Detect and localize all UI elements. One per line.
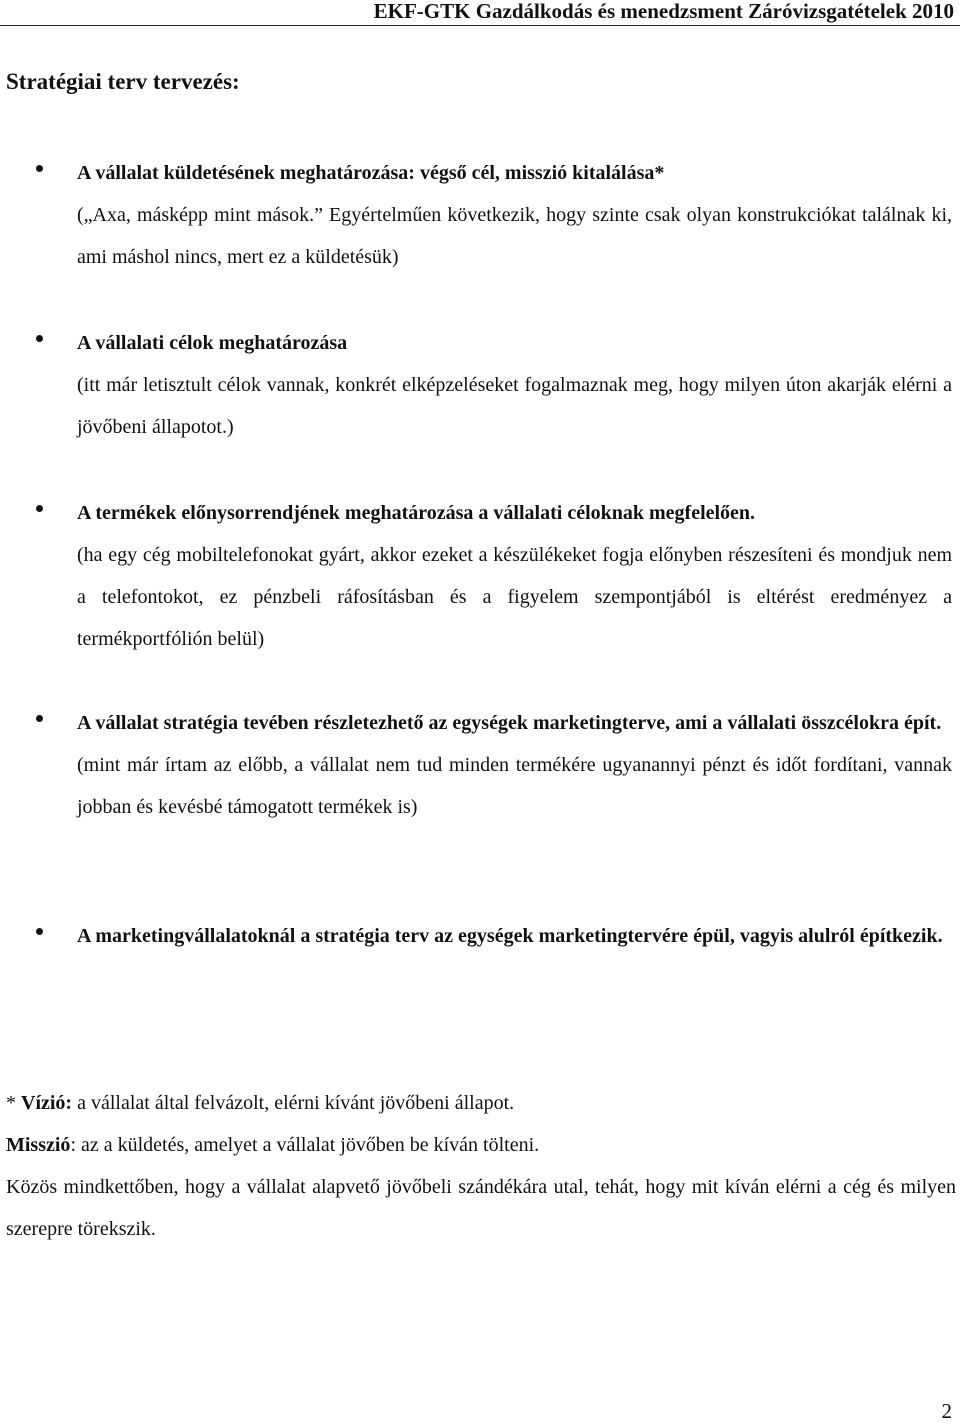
page-number: 2 [941,1399,952,1423]
footnote-common: Közös mindkettőben, hogy a vállalat alapvető jövőbeli szándékára utal, tehát, hogy mit kíván elérni a cég és milyen szerepre törekszik. [6,1176,956,1240]
bullet-icon [36,928,43,935]
bullet-body: (mint már írtam az előbb, a vállalat nem tud minden termékére ugyanannyi pénzt és időt fordítani, vannak jobban és kevésbé támogatott termékek is) [77,754,952,818]
bullet-heading: A marketingvállalatoknál a stratégia terv az egységek marketingtervére épül, vagyis alulról építkezik. [77,925,943,947]
footnotes [6,1082,956,1250]
bullet-body: (ha egy cég mobiltelefonokat gyárt, akkor ezeket a készülékeket fogja előnyben részesíteni és mondjuk nem a telefontokot, ez pénzbeli ráfosításban és a figyelem szempontjából is eltérést eredményez a termékportfólión belül) [77,544,952,650]
bullet-heading: A vállalat küldetésének meghatározása: végső cél, misszió kitalálása* [77,162,665,184]
term-vision: Vízió: [21,1092,73,1114]
bullet-heading: A termékek előnysorrendjének meghatározása a vállalati céloknak megfelelően. [77,502,756,524]
bullet-heading: A vállalat stratégia tevében részletezhető az egységek marketingterve, ami a vállalati összcélokra épít. [77,712,942,734]
footnote-vision [6,1082,956,1124]
header-divider [0,25,960,26]
bullet-icon [36,165,43,172]
bullet-icon [36,715,43,722]
bullet-icon [36,335,43,342]
footnote-mission [6,1124,956,1166]
section-title: Stratégiai terv tervezés: [6,69,240,94]
definition-vision: a vállalat által felvázolt, elérni kívánt jövőbeni állapot. [72,1092,515,1114]
running-header: EKF-GTK Gazdálkodás és menedzsment Záróvizsgatételek 2010 [373,0,954,23]
definition-mission: : az a küldetés, amelyet a vállalat jövőben be kíván tölteni. [70,1134,540,1156]
term-mission: Misszió [6,1134,71,1156]
bullet-body: („Axa, másképp mint mások.” Egyértelműen következik, hogy szinte csak olyan konstrukciókat találnak ki, ami máshol nincs, mert ez a küldetésük) [77,204,952,268]
bullet-body: (itt már letisztult célok vannak, konkrét elképzeléseket fogalmaznak meg, hogy milyen úton akarják elérni a jövőbeni állapotot.) [77,374,952,438]
bullet-heading: A vállalati célok meghatározása [77,332,348,354]
bullet-icon [36,505,43,512]
footnote-marker: * [6,1092,21,1114]
